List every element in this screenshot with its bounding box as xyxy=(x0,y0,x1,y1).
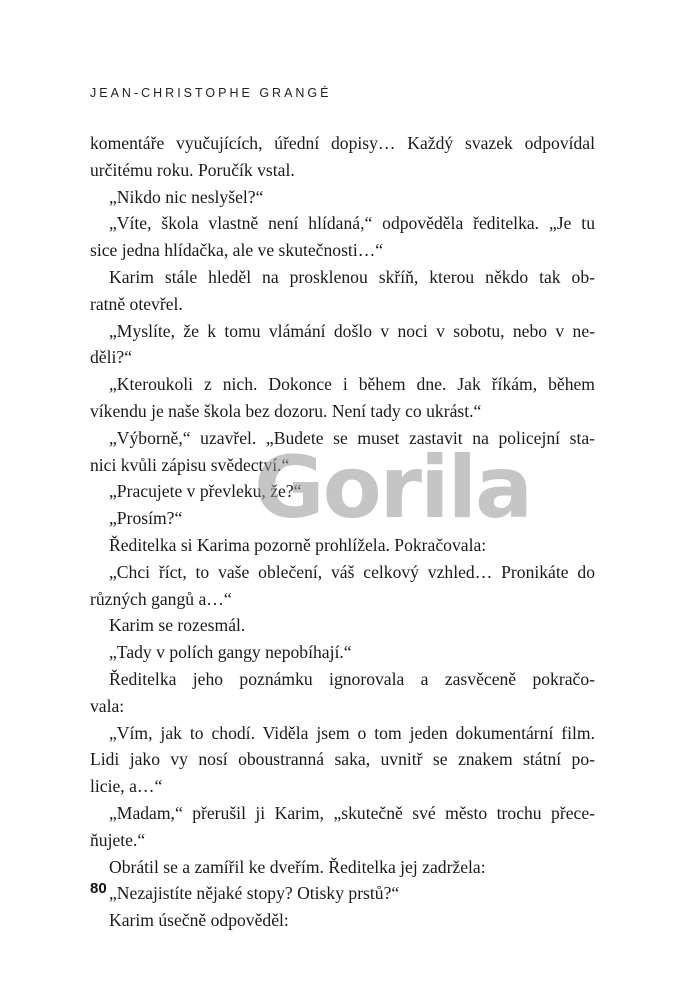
text-line: „Víte, škola vlastně není hlídaná,“ odpověděla ředitelka. „Je tu xyxy=(109,213,595,234)
text-line: Ředitelka jeho poznámku ignorovala a zasvěceně pokračo- xyxy=(109,668,595,689)
text-line: „Výborně,“ uzavřel. „Budete se muset zastavit na policejní sta- xyxy=(109,427,595,448)
text-line: sice jedna hlídačka, ale ve skutečnosti…“ xyxy=(90,240,384,261)
text-line: Karim stále hleděl na prosklenou skříň, kterou někdo tak ob- xyxy=(109,266,595,287)
text-line: ratně otevřel. xyxy=(90,293,183,314)
text-line: děli?“ xyxy=(90,347,132,368)
text-line: „Nikdo nic neslyšel?“ xyxy=(109,186,264,207)
text-line: různých gangů a…“ xyxy=(90,588,232,609)
body-text xyxy=(90,130,595,934)
text-line: komentáře vyučujících, úřední dopisy… Každý svazek odpovídal xyxy=(90,133,595,153)
text-line: „Nezajistíte nějaké stopy? Otisky prstů?“ xyxy=(109,883,400,904)
text-line: Lidi jako vy nosí oboustranná saka, uvnitř se znakem státní po- xyxy=(90,749,595,770)
text-line: „Pracujete v převleku, že?“ xyxy=(109,481,302,502)
text-line: „Prosím?“ xyxy=(109,508,183,529)
text-line: Obrátil se a zamířil ke dveřím. Ředitelka jej zadržela: xyxy=(109,856,486,877)
text-line: „Vím, jak to chodí. Viděla jsem o tom jeden dokumentární film. xyxy=(109,722,595,743)
running-head: JEAN-CHRISTOPHE GRANGÉ xyxy=(90,86,332,100)
text-line: víkendu je naše škola bez dozoru. Není tady co ukrást.“ xyxy=(90,400,482,421)
text-line: „Madam,“ přerušil ji Karim, „skutečně své město trochu přece- xyxy=(109,802,595,823)
text-line: vala: xyxy=(90,695,125,716)
page-number: 80 xyxy=(90,880,107,897)
text-line: nici kvůli zápisu svědectví.“ xyxy=(90,454,290,475)
text-line: „Chci říct, to vaše oblečení, váš celkový vzhled… Pronikáte do xyxy=(109,561,595,582)
text-line: Karim úsečně odpověděl: xyxy=(109,910,289,931)
text-line: licie, a…“ xyxy=(90,776,163,797)
text-line: „Kteroukoli z nich. Dokonce i během dne. Jak říkám, během xyxy=(109,374,595,395)
text-line: Karim se rozesmál. xyxy=(109,615,246,636)
text-line: „Tady v polích gangy nepobíhají.“ xyxy=(109,642,352,663)
text-line: Ředitelka si Karima pozorně prohlížela. Pokračovala: xyxy=(109,534,487,555)
gorila-watermark: Gorila xyxy=(254,438,532,538)
text-line: ňujete.“ xyxy=(90,829,146,850)
text-line: „Myslíte, že k tomu vlámání došlo v noci v sobotu, nebo v ne- xyxy=(109,320,595,341)
text-line: určitému roku. Poručík vstal. xyxy=(90,159,295,180)
